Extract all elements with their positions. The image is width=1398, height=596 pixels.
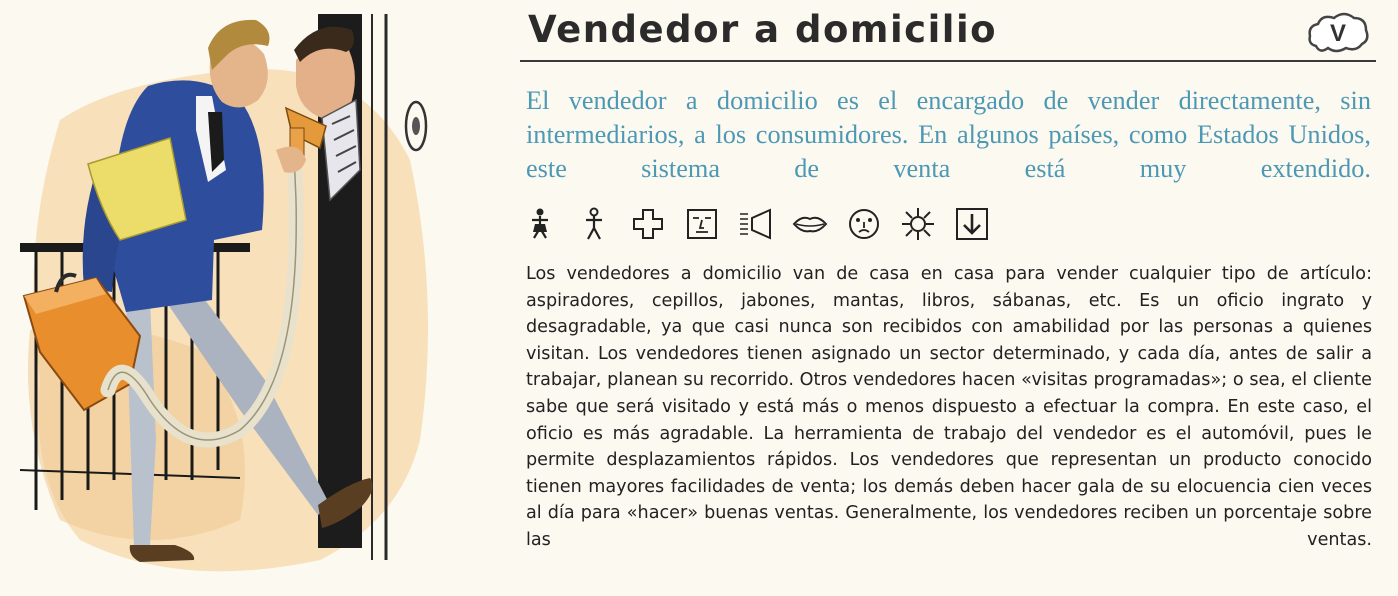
female-figure-icon	[522, 206, 558, 242]
body-paragraph: Los vendedores a domicilio van de casa en casa para vender cualquier tipo de artículo: aspiradores, cepillos, jabones, mantas, libros, sábanas, etc. Es un oficio ingrato y desagradable, ya que casi nunca son recibidos con amabilidad por las personas a quienes visitan. Los vendedores tienen asignado un sector determinado, y cada día, antes de salir a trabajar, planean su recorrido. Otros vendedores hacen «visitas programadas»; o sea, el cliente sabe que será visitado y está más o menos dispuesto a efectuar la compra. En este caso, el oficio es más agradable. La herramienta de trabajo del vendedor es el automóvil, pues le permite desplazamientos rápidos. Los vendedores que representan un producto conocido tienen mayores facilidades de venta; los demás deben hacer gala de su elocuencia cien veces al día para «hacer» buenas ventas. Generalmente, los vendedores reciben un porcentaje sobre las ventas.	[526, 264, 1372, 550]
sound-icon	[738, 206, 774, 242]
male-figure-icon	[576, 206, 612, 242]
sun-burst-icon	[900, 206, 936, 242]
cross-icon	[630, 206, 666, 242]
page-title: Vendedor a domicilio	[528, 8, 998, 51]
down-arrow-icon	[954, 206, 990, 242]
lead-paragraph: El vendedor a domicilio es el encargado de vender directamente, sin intermediarios, a los consumidores. En algunos países, como Estados Unidos, este sistema de venta está muy extendido.	[526, 86, 1371, 183]
lips-icon	[792, 206, 828, 242]
badge-letter: V	[1329, 20, 1347, 47]
salesman-illustration	[0, 0, 500, 596]
cloud-badge-icon	[1306, 10, 1370, 56]
title-rule	[520, 60, 1376, 62]
face-circle-icon	[846, 206, 882, 242]
icon-row	[522, 206, 1008, 244]
face-square-icon	[684, 206, 720, 242]
